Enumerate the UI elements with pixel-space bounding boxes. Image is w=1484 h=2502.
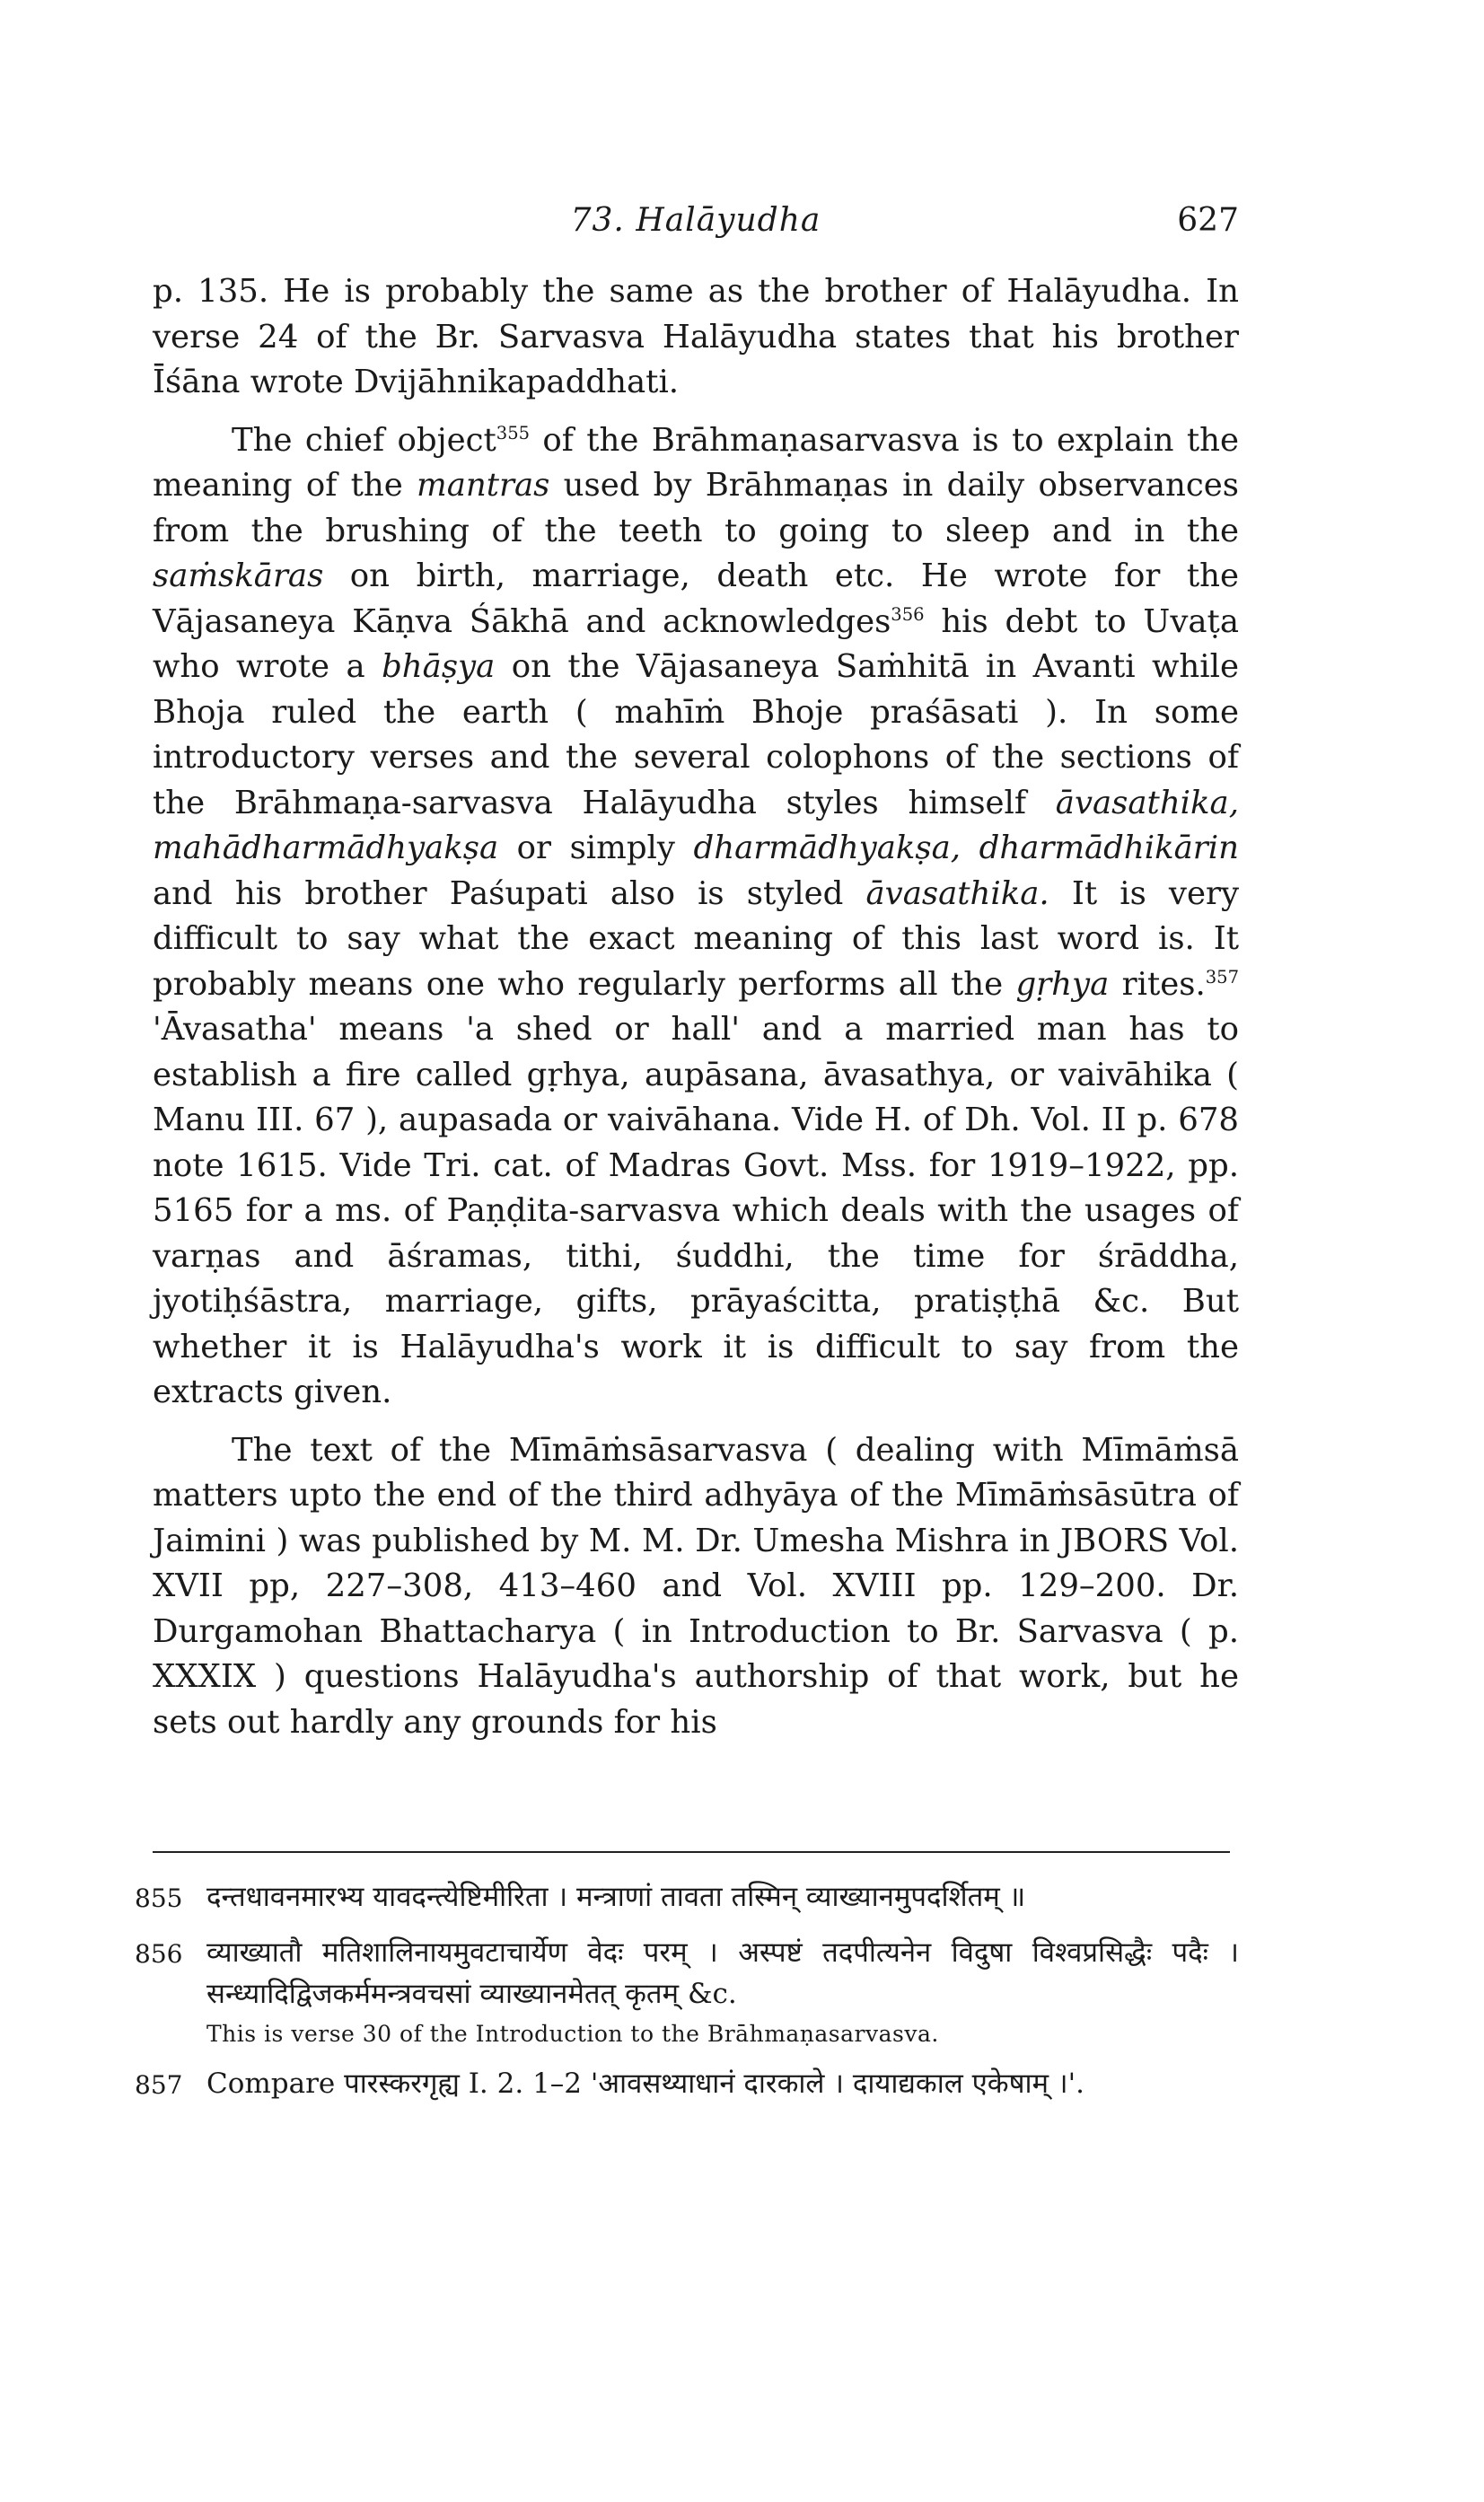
footnote-note: This is verse 30 of the Introduction to the Brāhmaṇasarvasva. bbox=[206, 2021, 939, 2047]
page-header bbox=[153, 202, 1239, 256]
footnote-857 bbox=[135, 2063, 1239, 2106]
running-title: 73. Halāyudha bbox=[570, 202, 821, 239]
footnote-number: 856 bbox=[135, 1939, 183, 1969]
paragraph-2: The chief object$^{355}$ of the Brāhmaṇasarvasva is to explain the meaning of the mantras used by Brāhmaṇas in daily observances from the brushing of the teeth to going to sleep and in the saṁskāras on birth, marriage, death etc. He wrote for the Vājasaneya Kāṇva Śākhā and acknowledges$^{356}$ his debt to Uvaṭa who wrote a bhāṣya on the Vājasaneya Saṁhitā in Avanti while Bhoja ruled the earth ( mahīṁ Bhoje praśāsati ). In some introductory verses and the several colophons of the sections of the Brāhmaṇa-sarvasva Halāyudha styles himself āvasathika, mahādharmādhyakṣa or simply dharmādhyakṣa, dharmādhikārin and his brother Paśupati also is styled āvasathika. It is very difficult to say what the exact meaning of this last word is. It probably means one who regularly performs all the gṛhya rites.$^{357}$ 'Āvasatha' means 'a shed or hall' and a married man has to establish a fire called gṛhya, aupāsana, āvasathya, or vaivāhika ( Manu III. 67 ), aupasada or vaivāhana. Vide H. of Dh. Vol. II p. 678 note 1615. Vide Tri. cat. of Madras Govt. Mss. for 1919–1922, pp. 5165 for a ms. of Paṇḍita-sarvasva which deals with the usages of varṇas and āśramas, tithi, śuddhi, the time for śrāddha, jyotiḥśāstra, marriage, gifts, prāyaścitta, pratiṣṭhā &c. But whether it is Halāyudha's work it is difficult to say from the extracts given. bbox=[153, 421, 1239, 1410]
footnote-divider bbox=[153, 1851, 1230, 1853]
footnotes bbox=[135, 1876, 1239, 2119]
footnote-number: 857 bbox=[135, 2070, 183, 2100]
footnote-ref-355: 355 bbox=[496, 422, 531, 443]
paragraph-3: The text of the Mīmāṁsāsarvasva ( dealing with Mīmāṁsā matters upto the end of the third adhyāya of the Mīmāṁsāsūtra of Jaimini ) was published by M. M. Dr. Umesha Mishra in JBORS Vol. XVII pp, 227–308, 413–460 and Vol. XVIII pp. 129–200. Dr. Durgamohan Bhattacharya ( in Introduction to Br. Sarvasva ( p. XXXIX ) questions Halāyudha's authorship of that work, but he sets out hardly any grounds for his bbox=[153, 1431, 1239, 1741]
footnote-855 bbox=[135, 1876, 1239, 1919]
footnote-text: Compare पारस्करगृह्य I. 2. 1–2 'आवसथ्याधानं दारकाले । दायाद्यकाल एकेषाम् ।'. bbox=[206, 2067, 1085, 2100]
footnote-856 bbox=[135, 1932, 1239, 2050]
footnote-number: 855 bbox=[135, 1883, 183, 1913]
footnote-ref-357: 357 bbox=[1205, 966, 1239, 988]
footnote-text: व्याख्यातौ मतिशालिनायमुवटाचार्येण वेदः परम् । अस्पष्टं तदपीत्यनेन विदुषा विश्वप्रसिद्धैः पदैः । सन्ध्यादिद्विजकर्ममन्त्रवचसां व्याख्यानमेतत् कृतम् &c. bbox=[206, 1936, 1239, 2010]
paragraph-1: p. 135. He is probably the same as the brother of Halāyudha. In verse 24 of the Br. Sarvasva Halāyudha states that his brother Īśāna wrote Dvijāhnikapaddhati. bbox=[153, 273, 1239, 400]
page-number: 627 bbox=[1177, 202, 1239, 239]
body-text bbox=[153, 269, 1239, 1745]
footnote-text: दन्तधावनमारभ्य यावदन्त्येष्टिमीरिता । मन्त्राणां तावता तस्मिन् व्याख्यानमुपदर्शितम् ॥ bbox=[206, 1881, 1026, 1913]
footnote-ref-356: 356 bbox=[891, 603, 925, 625]
